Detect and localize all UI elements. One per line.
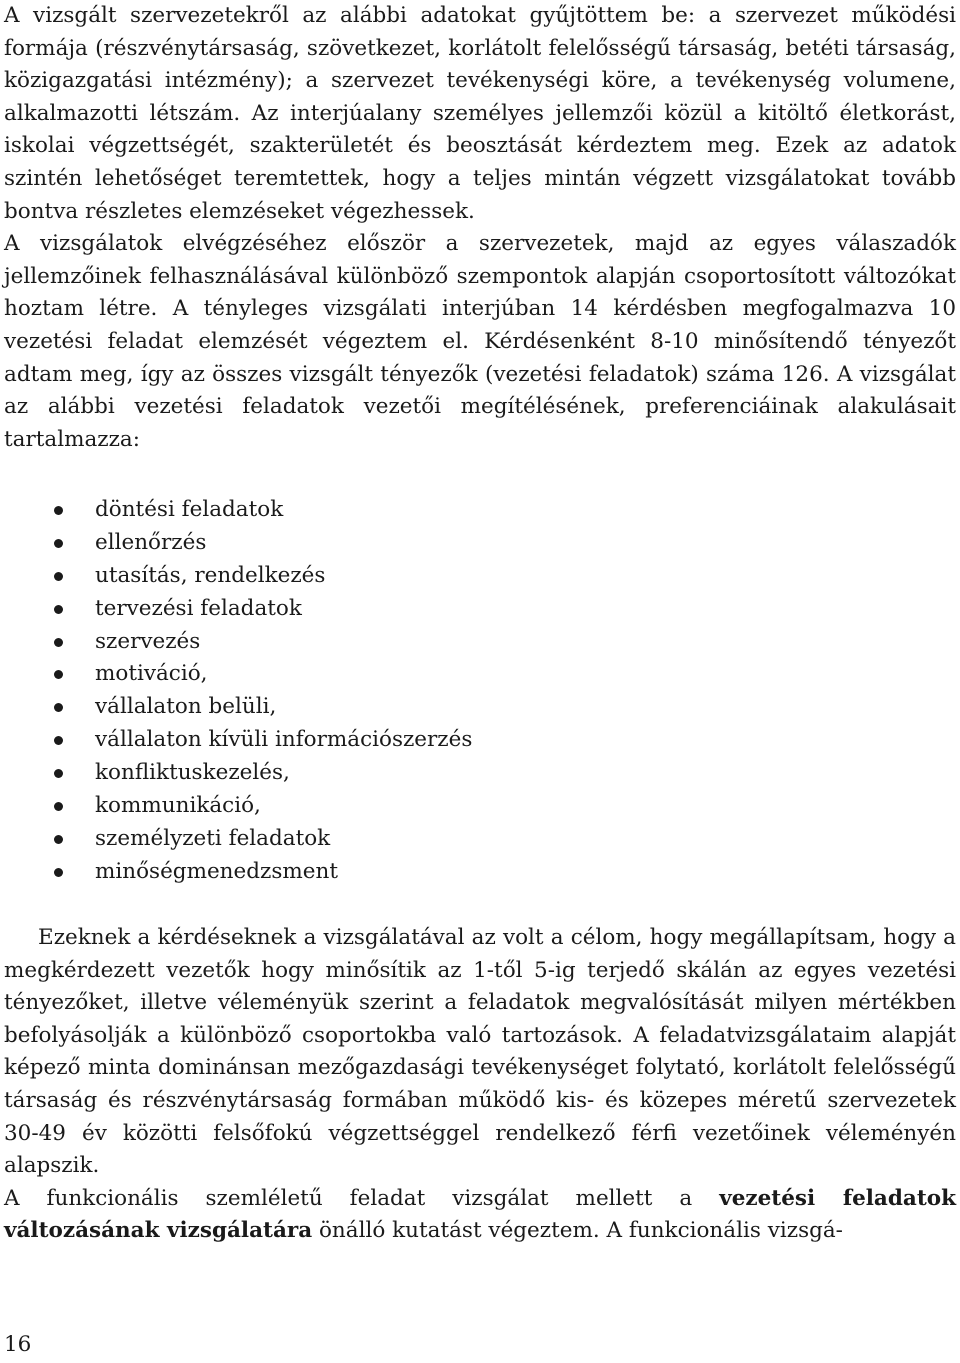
list-item-label: személyzeti feladatok: [95, 825, 331, 851]
list-item: [0, 593, 900, 626]
list-item: [0, 856, 900, 889]
list-item: [0, 757, 900, 790]
list-item: [0, 527, 900, 560]
list-item-label: döntési feladatok: [95, 497, 284, 522]
bullet-icon: [54, 802, 63, 811]
bullet-icon: [54, 769, 63, 778]
task-list: [0, 494, 900, 889]
sentence: Ezek az adatok szintén lehetőséget teremtettek, hogy a teljes mintán végzett vizsgálatokat tovább bontva részletes elemzéseket végezhessek.: [4, 133, 956, 224]
bullet-icon: [54, 506, 63, 515]
list-item: [0, 658, 900, 691]
sentence: Kérdésenként 8-10 minősítendő tényezőt adtam meg, így az összes vizsgált tényezők (vezetési feladatok) száma 126.: [4, 328, 956, 387]
bullet-icon: [54, 670, 63, 679]
sentence: Az interjúalany személyes jellemzői közül a kitöltő életkorást, iskolai végzettségét, szakterületét és beosztását kérdeztem meg.: [4, 100, 956, 159]
bullet-icon: [54, 736, 63, 745]
sentence: Ezeknek a kérdéseknek a vizsgálatával az volt a célom, hogy megállapítsam, hogy a megkérdezett vezetők hogy minősítik az 1-től 5-ig terjedő skálán az egyes vezetési tényezőket, illetve véleményük szerint a feladatok megvalósítását milyen mértékben befolyásolják a különböző csoportokba való tartozások.: [4, 925, 956, 1048]
intro-paragraph: [4, 0, 956, 456]
list-item: [0, 724, 900, 757]
sentence: A vizsgálatok elvégzéséhez először a szervezetek, majd az egyes válaszadók jellemzőinek felhasználásával különböző szempontok alapján csoportosított változókat hoztam létre.: [4, 231, 956, 322]
sentence: A vizsgálat az alábbi vezetési feladatok vezetői megítélésének, preferenciáinak alakulásait tartalmazza:: [4, 361, 956, 452]
conclusion-paragraph: [4, 922, 956, 1248]
list-item: [0, 823, 900, 856]
list-item: [0, 560, 900, 593]
bullet-icon: [54, 868, 63, 877]
list-item: [0, 626, 900, 659]
list-item: [0, 790, 900, 823]
list-item-label: minőségmenedzsment: [95, 858, 338, 884]
list-item-label: motiváció,: [95, 661, 208, 687]
sentence: A feladatvizsgálataim alapját képező minta dominánsan mezőgazdasági tevékenységet folytató, korlátolt felelősségű társaság és részvénytársaság formában működő kis- és közepes méretű szervezetek 30-49 év közötti felsőfokú végzettséggel rendelkező férfi vezetőinek véleményén alapszik.: [4, 1022, 956, 1179]
bullet-icon: [54, 835, 63, 844]
list-item: [0, 691, 900, 724]
list-item-label: konfliktuskezelés,: [95, 760, 290, 786]
bullet-icon: [54, 572, 63, 581]
sentence: A vizsgált szervezetekről az alábbi adatokat gyűjtöttem be: a szervezet működési formája (részvénytársaság, szövetkezet, korlátolt felelősségű társaság, betéti társaság, közigazgatási intézmény); a szervezet tevékenységi köre, a tevékenység volumene, alkalmazotti létszám.: [4, 3, 956, 126]
list-item: [0, 494, 900, 527]
bullet-icon: [54, 605, 63, 614]
paragraph-rest: önálló kutatást végeztem. A funkcionális vizsgá-: [318, 1218, 843, 1244]
page-number: 16: [4, 1332, 32, 1357]
list-item-label: ellenőrzés: [95, 529, 207, 555]
paragraph-lead: A funkcionális szemléletű feladat vizsgálat mellett a: [4, 1185, 693, 1211]
list-item-label: utasítás, rendelkezés: [95, 562, 326, 588]
bullet-icon: [54, 638, 63, 647]
list-item-label: vállalaton belüli,: [95, 694, 277, 720]
sentence: A tényleges vizsgálati interjúban 14 kérdésben megfogalmazva 10 vezetési feladat elemzését végeztem el.: [4, 296, 956, 354]
bold-phrase: vezetési feladatok változásának vizsgálatára: [4, 1185, 956, 1244]
bullet-icon: [54, 539, 63, 548]
list-item-label: vállalaton kívüli információszerzés: [95, 727, 473, 753]
list-item-label: kommunikáció,: [95, 793, 261, 819]
bullet-icon: [54, 703, 63, 712]
list-item-label: szervezés: [95, 628, 201, 654]
list-item-label: tervezési feladatok: [95, 595, 302, 621]
